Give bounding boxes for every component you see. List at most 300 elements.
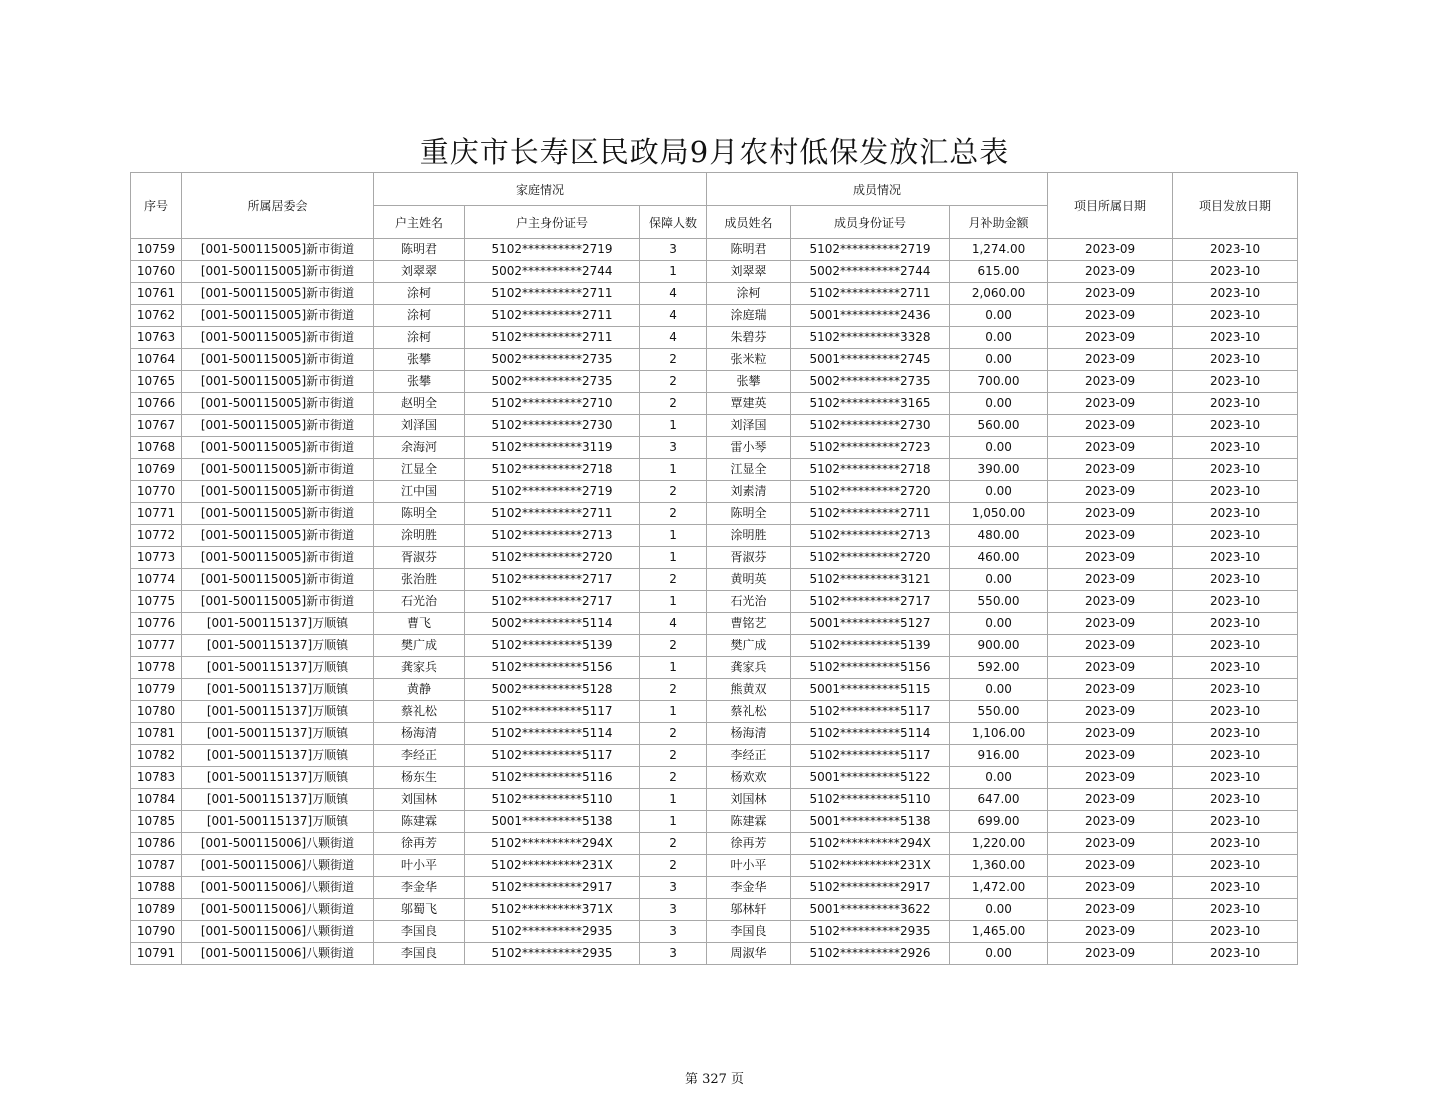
head-id-cell: 5102**********2917 xyxy=(465,877,640,899)
header-head-name: 户主姓名 xyxy=(374,206,465,239)
covered-cell: 2 xyxy=(640,723,707,745)
table-row xyxy=(131,921,1298,943)
head-name-cell: 赵明全 xyxy=(374,393,465,415)
table-body xyxy=(131,239,1298,965)
head-name-cell: 胥淑芬 xyxy=(374,547,465,569)
subsidy-cell: 647.00 xyxy=(950,789,1048,811)
issue-date-cell: 2023-10 xyxy=(1173,877,1298,899)
covered-cell: 3 xyxy=(640,921,707,943)
head-name-cell: 李金华 xyxy=(374,877,465,899)
committee-cell: [001-500115005]新市街道 xyxy=(182,547,374,569)
member-name-cell: 陈明君 xyxy=(707,239,791,261)
subsidy-cell: 0.00 xyxy=(950,305,1048,327)
issue-date-cell: 2023-10 xyxy=(1173,525,1298,547)
table-row xyxy=(131,371,1298,393)
member-id-cell: 5102**********5117 xyxy=(791,745,950,767)
member-id-cell: 5001**********5138 xyxy=(791,811,950,833)
subsidy-cell: 0.00 xyxy=(950,767,1048,789)
header-member-group: 成员情况 xyxy=(707,173,1048,206)
committee-cell: [001-500115005]新市街道 xyxy=(182,349,374,371)
head-name-cell: 黄静 xyxy=(374,679,465,701)
head-id-cell: 5102**********2711 xyxy=(465,503,640,525)
table-row xyxy=(131,283,1298,305)
header-head-id: 户主身份证号 xyxy=(465,206,640,239)
head-name-cell: 刘泽国 xyxy=(374,415,465,437)
head-name-cell: 叶小平 xyxy=(374,855,465,877)
covered-cell: 4 xyxy=(640,327,707,349)
member-name-cell: 胥淑芬 xyxy=(707,547,791,569)
member-name-cell: 李金华 xyxy=(707,877,791,899)
table-row xyxy=(131,943,1298,965)
project-date-cell: 2023-09 xyxy=(1048,481,1173,503)
member-name-cell: 杨欢欢 xyxy=(707,767,791,789)
table-row xyxy=(131,723,1298,745)
committee-cell: [001-500115137]万顺镇 xyxy=(182,745,374,767)
head-id-cell: 5102**********2730 xyxy=(465,415,640,437)
member-id-cell: 5102**********2711 xyxy=(791,503,950,525)
member-name-cell: 周淑华 xyxy=(707,943,791,965)
project-date-cell: 2023-09 xyxy=(1048,503,1173,525)
seq-cell: 10791 xyxy=(131,943,182,965)
committee-cell: [001-500115137]万顺镇 xyxy=(182,811,374,833)
page-title: 重庆市长寿区民政局9月农村低保发放汇总表 xyxy=(419,135,1010,169)
project-date-cell: 2023-09 xyxy=(1048,921,1173,943)
issue-date-cell: 2023-10 xyxy=(1173,899,1298,921)
subsidy-cell: 615.00 xyxy=(950,261,1048,283)
covered-cell: 1 xyxy=(640,261,707,283)
issue-date-cell: 2023-10 xyxy=(1173,305,1298,327)
table-row xyxy=(131,261,1298,283)
head-id-cell: 5102**********2935 xyxy=(465,943,640,965)
head-name-cell: 陈明君 xyxy=(374,239,465,261)
committee-cell: [001-500115005]新市街道 xyxy=(182,481,374,503)
subsidy-cell: 1,465.00 xyxy=(950,921,1048,943)
head-name-cell: 李国良 xyxy=(374,921,465,943)
project-date-cell: 2023-09 xyxy=(1048,877,1173,899)
issue-date-cell: 2023-10 xyxy=(1173,459,1298,481)
head-name-cell: 刘翠翠 xyxy=(374,261,465,283)
issue-date-cell: 2023-10 xyxy=(1173,393,1298,415)
member-id-cell: 5102**********2917 xyxy=(791,877,950,899)
head-id-cell: 5102**********2719 xyxy=(465,481,640,503)
project-date-cell: 2023-09 xyxy=(1048,569,1173,591)
subsidy-cell: 1,274.00 xyxy=(950,239,1048,261)
header-project-date: 项目所属日期 xyxy=(1048,173,1173,239)
seq-cell: 10774 xyxy=(131,569,182,591)
covered-cell: 3 xyxy=(640,877,707,899)
head-name-cell: 刘国林 xyxy=(374,789,465,811)
head-name-cell: 陈建霖 xyxy=(374,811,465,833)
subsidy-cell: 0.00 xyxy=(950,437,1048,459)
seq-cell: 10787 xyxy=(131,855,182,877)
committee-cell: [001-500115005]新市街道 xyxy=(182,437,374,459)
issue-date-cell: 2023-10 xyxy=(1173,745,1298,767)
covered-cell: 1 xyxy=(640,789,707,811)
member-id-cell: 5102**********5139 xyxy=(791,635,950,657)
project-date-cell: 2023-09 xyxy=(1048,723,1173,745)
project-date-cell: 2023-09 xyxy=(1048,349,1173,371)
table-row xyxy=(131,679,1298,701)
subsidy-cell: 592.00 xyxy=(950,657,1048,679)
subsidy-cell: 0.00 xyxy=(950,569,1048,591)
head-id-cell: 5102**********2717 xyxy=(465,591,640,613)
issue-date-cell: 2023-10 xyxy=(1173,701,1298,723)
seq-cell: 10781 xyxy=(131,723,182,745)
issue-date-cell: 2023-10 xyxy=(1173,437,1298,459)
header-subsidy: 月补助金额 xyxy=(950,206,1048,239)
member-id-cell: 5001**********2436 xyxy=(791,305,950,327)
seq-cell: 10767 xyxy=(131,415,182,437)
head-id-cell: 5102**********5117 xyxy=(465,745,640,767)
subsidy-cell: 1,472.00 xyxy=(950,877,1048,899)
head-id-cell: 5102**********5156 xyxy=(465,657,640,679)
seq-cell: 10761 xyxy=(131,283,182,305)
committee-cell: [001-500115006]八颗街道 xyxy=(182,877,374,899)
issue-date-cell: 2023-10 xyxy=(1173,349,1298,371)
member-name-cell: 叶小平 xyxy=(707,855,791,877)
issue-date-cell: 2023-10 xyxy=(1173,283,1298,305)
project-date-cell: 2023-09 xyxy=(1048,811,1173,833)
covered-cell: 2 xyxy=(640,635,707,657)
head-id-cell: 5102**********2713 xyxy=(465,525,640,547)
seq-cell: 10769 xyxy=(131,459,182,481)
table-row xyxy=(131,239,1298,261)
issue-date-cell: 2023-10 xyxy=(1173,679,1298,701)
covered-cell: 1 xyxy=(640,415,707,437)
issue-date-cell: 2023-10 xyxy=(1173,591,1298,613)
table-row xyxy=(131,459,1298,481)
header-covered: 保障人数 xyxy=(640,206,707,239)
issue-date-cell: 2023-10 xyxy=(1173,261,1298,283)
member-name-cell: 石光治 xyxy=(707,591,791,613)
table-row xyxy=(131,349,1298,371)
table-row xyxy=(131,833,1298,855)
subsidy-cell: 0.00 xyxy=(950,393,1048,415)
table-row xyxy=(131,657,1298,679)
member-id-cell: 5102**********5156 xyxy=(791,657,950,679)
head-id-cell: 5102**********5139 xyxy=(465,635,640,657)
member-name-cell: 邬林轩 xyxy=(707,899,791,921)
head-id-cell: 5102**********5110 xyxy=(465,789,640,811)
project-date-cell: 2023-09 xyxy=(1048,415,1173,437)
table-row xyxy=(131,525,1298,547)
member-id-cell: 5102**********2713 xyxy=(791,525,950,547)
seq-cell: 10768 xyxy=(131,437,182,459)
table-row xyxy=(131,701,1298,723)
member-name-cell: 张攀 xyxy=(707,371,791,393)
committee-cell: [001-500115005]新市街道 xyxy=(182,459,374,481)
member-id-cell: 5102**********2926 xyxy=(791,943,950,965)
project-date-cell: 2023-09 xyxy=(1048,591,1173,613)
covered-cell: 2 xyxy=(640,855,707,877)
member-name-cell: 陈建霖 xyxy=(707,811,791,833)
header-issue-date: 项目发放日期 xyxy=(1173,173,1298,239)
page-number: 第 327 页 xyxy=(684,1072,745,1087)
seq-cell: 10785 xyxy=(131,811,182,833)
seq-cell: 10777 xyxy=(131,635,182,657)
committee-cell: [001-500115006]八颗街道 xyxy=(182,899,374,921)
project-date-cell: 2023-09 xyxy=(1048,613,1173,635)
head-name-cell: 杨东生 xyxy=(374,767,465,789)
head-name-cell: 龚家兵 xyxy=(374,657,465,679)
head-name-cell: 涂柯 xyxy=(374,305,465,327)
issue-date-cell: 2023-10 xyxy=(1173,943,1298,965)
committee-cell: [001-500115005]新市街道 xyxy=(182,525,374,547)
committee-cell: [001-500115137]万顺镇 xyxy=(182,723,374,745)
member-name-cell: 江显全 xyxy=(707,459,791,481)
head-id-cell: 5102**********5114 xyxy=(465,723,640,745)
member-id-cell: 5102**********3121 xyxy=(791,569,950,591)
head-id-cell: 5002**********2744 xyxy=(465,261,640,283)
member-id-cell: 5001**********5122 xyxy=(791,767,950,789)
seq-cell: 10760 xyxy=(131,261,182,283)
member-id-cell: 5001**********2745 xyxy=(791,349,950,371)
covered-cell: 1 xyxy=(640,811,707,833)
project-date-cell: 2023-09 xyxy=(1048,547,1173,569)
member-name-cell: 徐再芳 xyxy=(707,833,791,855)
head-name-cell: 涂柯 xyxy=(374,327,465,349)
project-date-cell: 2023-09 xyxy=(1048,327,1173,349)
subsidy-cell: 700.00 xyxy=(950,371,1048,393)
member-id-cell: 5102**********2711 xyxy=(791,283,950,305)
subsidy-cell: 0.00 xyxy=(950,481,1048,503)
table-row xyxy=(131,327,1298,349)
table-row xyxy=(131,899,1298,921)
head-name-cell: 张攀 xyxy=(374,371,465,393)
member-name-cell: 龚家兵 xyxy=(707,657,791,679)
subsidy-cell: 1,220.00 xyxy=(950,833,1048,855)
member-name-cell: 樊广成 xyxy=(707,635,791,657)
head-id-cell: 5001**********5138 xyxy=(465,811,640,833)
subsidy-cell: 2,060.00 xyxy=(950,283,1048,305)
head-name-cell: 江中国 xyxy=(374,481,465,503)
seq-cell: 10775 xyxy=(131,591,182,613)
head-id-cell: 5002**********2735 xyxy=(465,349,640,371)
project-date-cell: 2023-09 xyxy=(1048,393,1173,415)
covered-cell: 4 xyxy=(640,305,707,327)
subsidy-cell: 0.00 xyxy=(950,679,1048,701)
member-id-cell: 5001**********3622 xyxy=(791,899,950,921)
committee-cell: [001-500115006]八颗街道 xyxy=(182,943,374,965)
issue-date-cell: 2023-10 xyxy=(1173,833,1298,855)
member-name-cell: 陈明全 xyxy=(707,503,791,525)
head-name-cell: 邬蜀飞 xyxy=(374,899,465,921)
issue-date-cell: 2023-10 xyxy=(1173,635,1298,657)
member-name-cell: 杨海清 xyxy=(707,723,791,745)
project-date-cell: 2023-09 xyxy=(1048,701,1173,723)
seq-cell: 10784 xyxy=(131,789,182,811)
subsidy-cell: 390.00 xyxy=(950,459,1048,481)
issue-date-cell: 2023-10 xyxy=(1173,547,1298,569)
project-date-cell: 2023-09 xyxy=(1048,437,1173,459)
head-id-cell: 5102**********2935 xyxy=(465,921,640,943)
seq-cell: 10776 xyxy=(131,613,182,635)
seq-cell: 10790 xyxy=(131,921,182,943)
subsidy-cell: 550.00 xyxy=(950,591,1048,613)
head-id-cell: 5102**********2711 xyxy=(465,283,640,305)
committee-cell: [001-500115005]新市街道 xyxy=(182,569,374,591)
subsidy-cell: 0.00 xyxy=(950,327,1048,349)
project-date-cell: 2023-09 xyxy=(1048,283,1173,305)
head-name-cell: 江显全 xyxy=(374,459,465,481)
member-name-cell: 熊黄双 xyxy=(707,679,791,701)
seq-cell: 10783 xyxy=(131,767,182,789)
head-id-cell: 5102**********2711 xyxy=(465,327,640,349)
member-name-cell: 蔡礼松 xyxy=(707,701,791,723)
table-row xyxy=(131,855,1298,877)
member-name-cell: 刘泽国 xyxy=(707,415,791,437)
member-id-cell: 5102**********5117 xyxy=(791,701,950,723)
covered-cell: 3 xyxy=(640,899,707,921)
covered-cell: 2 xyxy=(640,569,707,591)
covered-cell: 1 xyxy=(640,591,707,613)
committee-cell: [001-500115006]八颗街道 xyxy=(182,833,374,855)
project-date-cell: 2023-09 xyxy=(1048,833,1173,855)
header-committee: 所属居委会 xyxy=(182,173,374,239)
covered-cell: 1 xyxy=(640,459,707,481)
seq-cell: 10766 xyxy=(131,393,182,415)
covered-cell: 1 xyxy=(640,525,707,547)
head-id-cell: 5102**********371X xyxy=(465,899,640,921)
member-name-cell: 涂庭瑞 xyxy=(707,305,791,327)
covered-cell: 2 xyxy=(640,503,707,525)
member-name-cell: 李经正 xyxy=(707,745,791,767)
member-id-cell: 5102**********294X xyxy=(791,833,950,855)
head-id-cell: 5102**********2710 xyxy=(465,393,640,415)
subsidy-cell: 0.00 xyxy=(950,613,1048,635)
seq-cell: 10759 xyxy=(131,239,182,261)
seq-cell: 10770 xyxy=(131,481,182,503)
head-name-cell: 石光治 xyxy=(374,591,465,613)
covered-cell: 3 xyxy=(640,943,707,965)
head-id-cell: 5102**********294X xyxy=(465,833,640,855)
table-row xyxy=(131,613,1298,635)
seq-cell: 10782 xyxy=(131,745,182,767)
head-id-cell: 5102**********2717 xyxy=(465,569,640,591)
committee-cell: [001-500115137]万顺镇 xyxy=(182,767,374,789)
covered-cell: 3 xyxy=(640,437,707,459)
committee-cell: [001-500115005]新市街道 xyxy=(182,371,374,393)
issue-date-cell: 2023-10 xyxy=(1173,921,1298,943)
issue-date-cell: 2023-10 xyxy=(1173,481,1298,503)
member-name-cell: 张米粒 xyxy=(707,349,791,371)
member-name-cell: 刘素清 xyxy=(707,481,791,503)
project-date-cell: 2023-09 xyxy=(1048,899,1173,921)
project-date-cell: 2023-09 xyxy=(1048,305,1173,327)
head-id-cell: 5102**********5116 xyxy=(465,767,640,789)
member-id-cell: 5002**********2744 xyxy=(791,261,950,283)
issue-date-cell: 2023-10 xyxy=(1173,811,1298,833)
seq-cell: 10763 xyxy=(131,327,182,349)
subsidy-cell: 460.00 xyxy=(950,547,1048,569)
head-name-cell: 李经正 xyxy=(374,745,465,767)
header-seq: 序号 xyxy=(131,173,182,239)
member-id-cell: 5102**********2720 xyxy=(791,547,950,569)
committee-cell: [001-500115005]新市街道 xyxy=(182,305,374,327)
covered-cell: 1 xyxy=(640,547,707,569)
head-name-cell: 徐再芳 xyxy=(374,833,465,855)
covered-cell: 2 xyxy=(640,349,707,371)
subsidy-cell: 916.00 xyxy=(950,745,1048,767)
member-id-cell: 5001**********5115 xyxy=(791,679,950,701)
covered-cell: 2 xyxy=(640,393,707,415)
issue-date-cell: 2023-10 xyxy=(1173,327,1298,349)
member-name-cell: 覃建英 xyxy=(707,393,791,415)
issue-date-cell: 2023-10 xyxy=(1173,855,1298,877)
committee-cell: [001-500115005]新市街道 xyxy=(182,283,374,305)
subsidy-cell: 550.00 xyxy=(950,701,1048,723)
member-id-cell: 5102**********3165 xyxy=(791,393,950,415)
project-date-cell: 2023-09 xyxy=(1048,679,1173,701)
table-row xyxy=(131,437,1298,459)
head-name-cell: 曹飞 xyxy=(374,613,465,635)
table-row xyxy=(131,877,1298,899)
issue-date-cell: 2023-10 xyxy=(1173,613,1298,635)
table-row xyxy=(131,789,1298,811)
header-member-name: 成员姓名 xyxy=(707,206,791,239)
member-id-cell: 5102**********2718 xyxy=(791,459,950,481)
head-id-cell: 5102**********2711 xyxy=(465,305,640,327)
subsidy-cell: 0.00 xyxy=(950,899,1048,921)
issue-date-cell: 2023-10 xyxy=(1173,239,1298,261)
committee-cell: [001-500115005]新市街道 xyxy=(182,503,374,525)
project-date-cell: 2023-09 xyxy=(1048,261,1173,283)
covered-cell: 4 xyxy=(640,613,707,635)
seq-cell: 10773 xyxy=(131,547,182,569)
member-id-cell: 5102**********2935 xyxy=(791,921,950,943)
project-date-cell: 2023-09 xyxy=(1048,745,1173,767)
member-id-cell: 5102**********3328 xyxy=(791,327,950,349)
member-id-cell: 5102**********2717 xyxy=(791,591,950,613)
seq-cell: 10764 xyxy=(131,349,182,371)
project-date-cell: 2023-09 xyxy=(1048,789,1173,811)
issue-date-cell: 2023-10 xyxy=(1173,415,1298,437)
subsidy-cell: 900.00 xyxy=(950,635,1048,657)
issue-date-cell: 2023-10 xyxy=(1173,657,1298,679)
table-row xyxy=(131,569,1298,591)
head-name-cell: 李国良 xyxy=(374,943,465,965)
table-row xyxy=(131,635,1298,657)
committee-cell: [001-500115137]万顺镇 xyxy=(182,657,374,679)
member-name-cell: 曹铭艺 xyxy=(707,613,791,635)
project-date-cell: 2023-09 xyxy=(1048,371,1173,393)
subsidy-cell: 0.00 xyxy=(950,943,1048,965)
head-id-cell: 5002**********5128 xyxy=(465,679,640,701)
issue-date-cell: 2023-10 xyxy=(1173,767,1298,789)
head-id-cell: 5102**********2718 xyxy=(465,459,640,481)
table-row xyxy=(131,481,1298,503)
head-name-cell: 蔡礼松 xyxy=(374,701,465,723)
subsidy-cell: 1,050.00 xyxy=(950,503,1048,525)
project-date-cell: 2023-09 xyxy=(1048,525,1173,547)
committee-cell: [001-500115137]万顺镇 xyxy=(182,613,374,635)
head-id-cell: 5102**********2720 xyxy=(465,547,640,569)
member-name-cell: 涂明胜 xyxy=(707,525,791,547)
member-id-cell: 5102**********2720 xyxy=(791,481,950,503)
member-name-cell: 雷小琴 xyxy=(707,437,791,459)
header-family-group: 家庭情况 xyxy=(374,173,707,206)
head-name-cell: 余海河 xyxy=(374,437,465,459)
covered-cell: 1 xyxy=(640,701,707,723)
covered-cell: 1 xyxy=(640,657,707,679)
head-name-cell: 涂明胜 xyxy=(374,525,465,547)
table-row xyxy=(131,591,1298,613)
project-date-cell: 2023-09 xyxy=(1048,943,1173,965)
project-date-cell: 2023-09 xyxy=(1048,855,1173,877)
member-id-cell: 5102**********5114 xyxy=(791,723,950,745)
head-name-cell: 陈明全 xyxy=(374,503,465,525)
member-id-cell: 5102**********2719 xyxy=(791,239,950,261)
